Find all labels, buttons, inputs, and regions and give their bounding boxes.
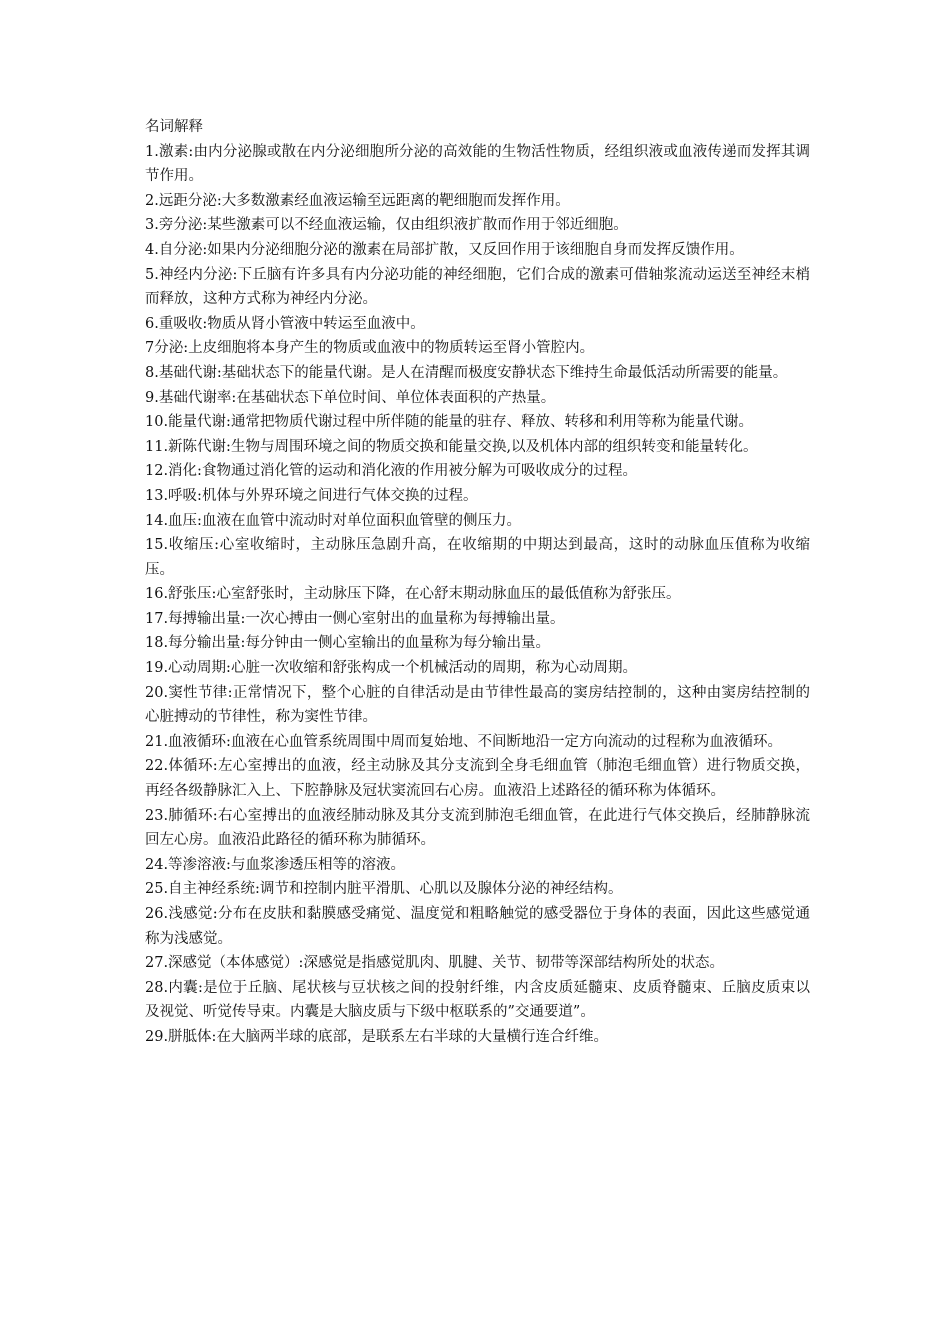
definition-entry: 20.窦性节律:正常情况下，整个心脏的自律活动是由节律性最高的窦房结控制的，这种由窦房结控制的心脏搏动的节律性，称为窦性节律。 <box>145 684 810 726</box>
definition-entry: 29.胼胝体:在大脑两半球的底部，是联系左右半球的大量横行连合纤维。 <box>145 1028 608 1045</box>
definition-entry: 3.旁分泌:某些激素可以不经血液运输，仅由组织液扩散而作用于邻近细胞。 <box>145 217 628 234</box>
definition-entry: 9.基础代谢率:在基础状态下单位时间、单位体表面积的产热量。 <box>145 389 556 406</box>
definition-entry: 21.血液循环:血液在心血管系统周围中周而复始地、不间断地沿一定方向流动的过程称为血液循环。 <box>145 733 782 750</box>
definition-entry: 18.每分输出量:每分钟由一侧心室输出的血量称为每分输出量。 <box>145 635 550 652</box>
definition-entry: 15.收缩压:心室收缩时，主动脉压急剧升高，在收缩期的中期达到最高，这时的动脉血压值称为收缩压。 <box>145 537 810 578</box>
definition-entry: 6.重吸收:物质从肾小管液中转运至血液中。 <box>145 315 425 332</box>
definition-entry: 10.能量代谢:通常把物质代谢过程中所伴随的能量的驻存、释放、转移和利用等称为能量代谢。 <box>145 414 753 431</box>
definition-entry: 23.肺循环:右心室搏出的血液经肺动脉及其分支流到肺泡毛细血管，在此进行气体交换后，经肺静脉流回左心房。血液沿此路径的循环称为肺循环。 <box>145 807 810 849</box>
definition-entry: 28.内囊:是位于丘脑、尾状核与豆状核之间的投射纤维，内含皮质延髓束、皮质脊髓束、丘脑皮质束以及视觉、听觉传导束。内囊是大脑皮质与下级中枢联系的”交通要道”。 <box>145 979 810 1021</box>
definition-entry: 26.浅感觉:分布在皮肤和黏膜感受痛觉、温度觉和粗略触觉的感受器位于身体的表面，因此这些感觉通称为浅感觉。 <box>145 906 810 947</box>
definition-entry: 25.自主神经系统:调节和控制内脏平滑肌、心肌以及腺体分泌的神经结构。 <box>145 881 623 898</box>
definition-entry: 1.激素:由内分泌腺或散在内分泌细胞所分泌的高效能的生物活性物质，经组织液或血液传递而发挥其调节作用。 <box>145 143 810 185</box>
definition-entry: 4.自分泌:如果内分泌细胞分泌的激素在局部扩散，又反回作用于该细胞自身而发挥反馈作用。 <box>145 241 744 258</box>
document-body <box>145 115 810 1050</box>
definition-entry: 13.呼吸:机体与外界环境之间进行气体交换的过程。 <box>145 487 478 504</box>
document-title: 名词解释 <box>145 119 203 135</box>
definition-entry: 19.心动周期:心脏一次收缩和舒张构成一个机械活动的周期，称为心动周期。 <box>145 660 637 677</box>
definition-entry: 5.神经内分泌:下丘脑有许多具有内分泌功能的神经细胞，它们合成的激素可借轴浆流动运送至神经末梢而释放，这种方式称为神经内分泌。 <box>145 266 810 308</box>
definition-entry: 11.新陈代谢:生物与周围环境之间的物质交换和能量交换,以及机体内部的组织转变和能量转化。 <box>145 438 758 455</box>
definition-entry: 2.远距分泌:大多数激素经血液运输至远距离的靶细胞而发挥作用。 <box>145 192 570 209</box>
definition-entry: 7分泌:上皮细胞将本身产生的物质或血液中的物质转运至肾小管腔内。 <box>145 340 595 357</box>
definition-entry: 8.基础代谢:基础状态下的能量代谢。是人在清醒而极度安静状态下维持生命最低活动所需要的能量。 <box>145 364 788 381</box>
definition-entry: 14.血压:血液在血管中流动时对单位面积血管壁的侧压力。 <box>145 512 521 529</box>
definition-entry: 12.消化:食物通过消化管的运动和消化液的作用被分解为可吸收成分的过程。 <box>145 463 637 480</box>
definition-entry: 27.深感觉（本体感觉）:深感觉是指感觉肌肉、肌腱、关节、韧带等深部结构所处的状态。 <box>145 955 724 972</box>
definition-entry: 22.体循环:左心室搏出的血液，经主动脉及其分支流到全身毛细血管（肺泡毛细血管）进行物质交换，再经各级静脉汇入上、下腔静脉及冠状窦流回右心房。血液沿上述路径的循环称为体循环。 <box>145 758 810 800</box>
definition-entry: 17.每搏输出量:一次心搏由一侧心室射出的血量称为每搏输出量。 <box>145 610 565 627</box>
definition-entry: 16.舒张压:心室舒张时，主动脉压下降，在心舒末期动脉血压的最低值称为舒张压。 <box>145 586 681 603</box>
definition-entry: 24.等渗溶液:与血浆渗透压相等的溶液。 <box>145 856 405 873</box>
